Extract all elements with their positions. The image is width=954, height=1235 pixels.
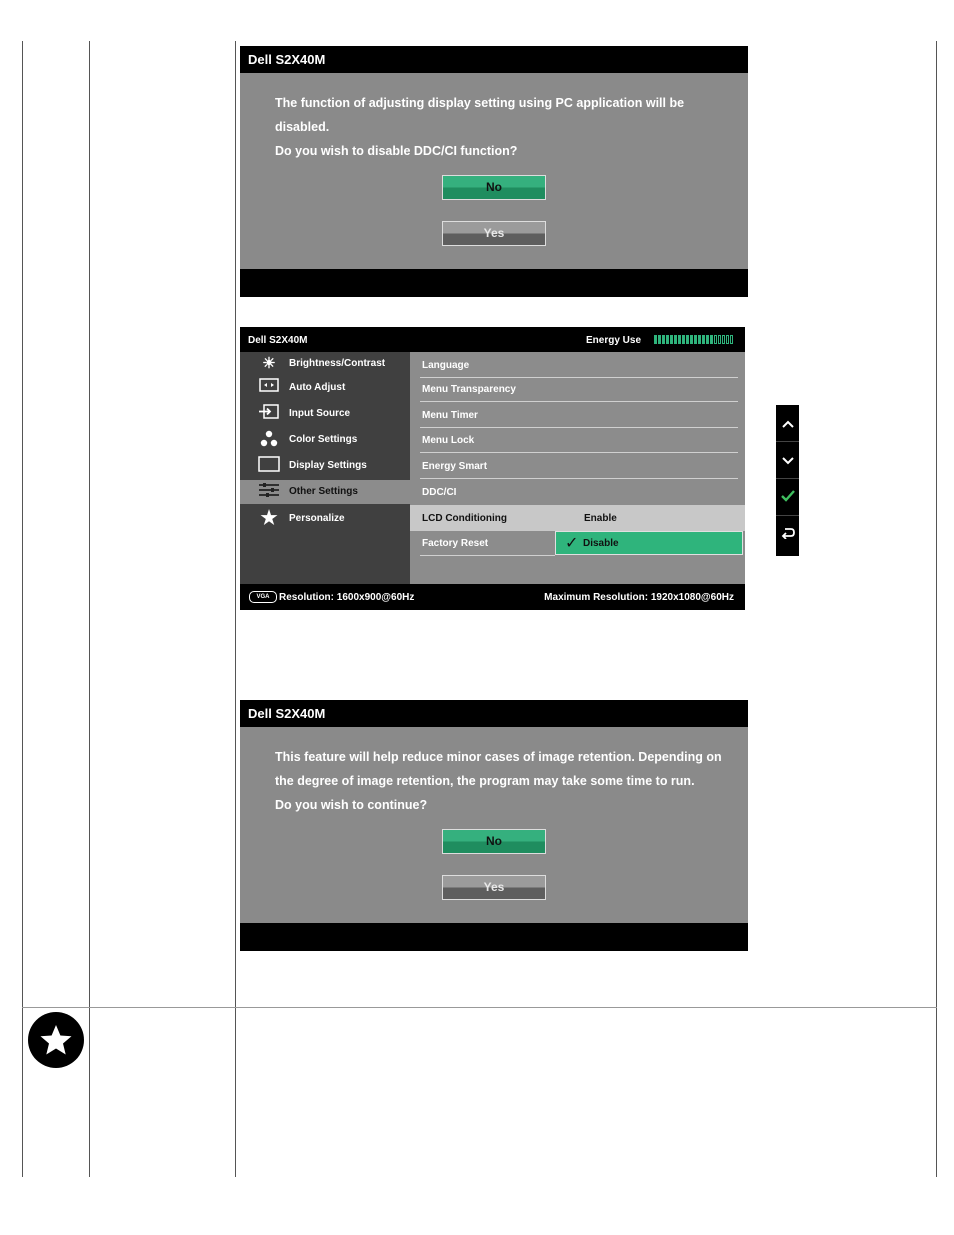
check-icon — [781, 490, 795, 502]
dialog-title: Dell S2X40M — [240, 46, 748, 73]
submenu-item-menu-lock[interactable]: Menu Lock — [420, 428, 738, 453]
menu-item-auto-adjust[interactable] — [240, 376, 410, 400]
factory-reset-row[interactable] — [420, 531, 555, 556]
menu-item-label: Brightness/Contrast — [289, 358, 386, 369]
energy-segment — [654, 335, 657, 344]
dialog-footer — [240, 269, 748, 297]
down-arrow-button[interactable] — [776, 442, 799, 479]
energy-segment — [730, 335, 733, 344]
energy-segment — [714, 335, 717, 344]
disable-label: Disable — [583, 538, 619, 549]
auto-adjust-icon — [258, 378, 280, 398]
osd-model: Dell S2X40M — [248, 335, 308, 346]
osd-header — [240, 327, 745, 352]
menu-item-label: Display Settings — [289, 460, 367, 471]
energy-segment — [670, 335, 673, 344]
energy-segment — [666, 335, 669, 344]
osd-main-menu — [240, 352, 410, 584]
menu-item-label: Color Settings — [289, 434, 358, 445]
osd-menu — [240, 327, 745, 610]
submenu-item-ddc-ci[interactable]: DDC/CI — [422, 487, 457, 498]
dialog-line: This feature will help reduce minor cases of image retention. Depending on — [275, 750, 722, 764]
star-icon — [28, 1012, 84, 1068]
energy-segment — [686, 335, 689, 344]
energy-segment — [698, 335, 701, 344]
dialog-footer — [240, 923, 748, 951]
energy-segment — [658, 335, 661, 344]
ddc-ci-dialog — [240, 46, 748, 297]
enable-option[interactable]: Enable — [584, 513, 617, 524]
table-row-divider — [22, 1007, 937, 1008]
factory-reset-label: Factory Reset — [422, 538, 489, 549]
back-arrow-icon — [781, 527, 795, 539]
submenu-item-language[interactable]: Language — [420, 353, 738, 378]
energy-segment — [722, 335, 725, 344]
energy-use-meter — [654, 335, 736, 344]
chevron-up-icon — [782, 420, 794, 428]
energy-segment — [678, 335, 681, 344]
input-source-icon — [258, 404, 280, 424]
menu-item-display-settings[interactable] — [240, 454, 410, 478]
osd-submenu — [410, 352, 745, 584]
dialog-line: the degree of image retention, the program may take some time to run. — [275, 774, 695, 788]
menu-item-brightness-contrast[interactable] — [240, 352, 410, 376]
energy-segment — [690, 335, 693, 344]
menu-item-color-settings[interactable] — [240, 428, 410, 452]
menu-item-label: Personalize — [289, 513, 345, 524]
energy-segment — [702, 335, 705, 344]
no-button[interactable]: No — [442, 829, 546, 854]
energy-segment — [682, 335, 685, 344]
submenu-item-menu-transparency[interactable]: Menu Transparency — [420, 377, 738, 402]
display-settings-icon — [258, 456, 280, 476]
menu-item-personalize[interactable] — [240, 507, 410, 531]
ok-button[interactable] — [776, 479, 799, 516]
menu-item-label: Other Settings — [289, 486, 358, 497]
menu-item-input-source[interactable] — [240, 402, 410, 426]
energy-segment — [726, 335, 729, 344]
current-resolution: Resolution: 1600x900@60Hz — [279, 592, 415, 603]
dialog-line: The function of adjusting display setting using PC application will be — [275, 96, 685, 110]
energy-segment — [662, 335, 665, 344]
menu-item-other-settings[interactable] — [240, 480, 410, 504]
energy-use-label: Energy Use — [586, 335, 642, 346]
energy-segment — [694, 335, 697, 344]
color-settings-icon — [258, 430, 280, 450]
submenu-item-energy-smart[interactable]: Energy Smart — [420, 454, 738, 479]
osd-footer — [240, 584, 745, 610]
brightness-icon: ☀ — [262, 355, 276, 372]
star-icon: ★ — [260, 508, 278, 529]
yes-button[interactable]: Yes — [442, 221, 546, 246]
monitor-nav-buttons — [776, 405, 799, 556]
yes-button[interactable]: Yes — [442, 875, 546, 900]
submenu-item-menu-timer[interactable]: Menu Timer — [420, 403, 738, 428]
dialog-message — [275, 91, 728, 163]
lcd-conditioning-label: LCD Conditioning — [422, 513, 507, 524]
dialog-line: disabled. — [275, 120, 330, 134]
chevron-down-icon — [782, 457, 794, 465]
maximum-resolution: Maximum Resolution: 1920x1080@60Hz — [544, 592, 734, 603]
lcd-conditioning-dialog — [240, 700, 748, 951]
energy-segment — [706, 335, 709, 344]
dialog-message — [275, 745, 728, 817]
dialog-line: Do you wish to continue? — [275, 798, 428, 812]
energy-segment — [710, 335, 713, 344]
no-button[interactable]: No — [442, 175, 546, 200]
menu-item-label: Auto Adjust — [289, 382, 346, 393]
back-button[interactable] — [776, 516, 799, 553]
dialog-title: Dell S2X40M — [240, 700, 748, 727]
energy-segment — [674, 335, 677, 344]
lcd-conditioning-row[interactable] — [410, 505, 745, 531]
check-icon: ✓ — [565, 535, 579, 552]
vga-connector-icon: VGA — [249, 591, 277, 603]
energy-segment — [718, 335, 721, 344]
dialog-line: Do you wish to disable DDC/CI function? — [275, 144, 518, 158]
disable-option[interactable] — [555, 531, 743, 555]
menu-item-label: Input Source — [289, 408, 351, 419]
personalize-star-badge — [28, 1012, 84, 1068]
up-arrow-button[interactable] — [776, 405, 799, 442]
other-settings-icon — [258, 482, 280, 502]
